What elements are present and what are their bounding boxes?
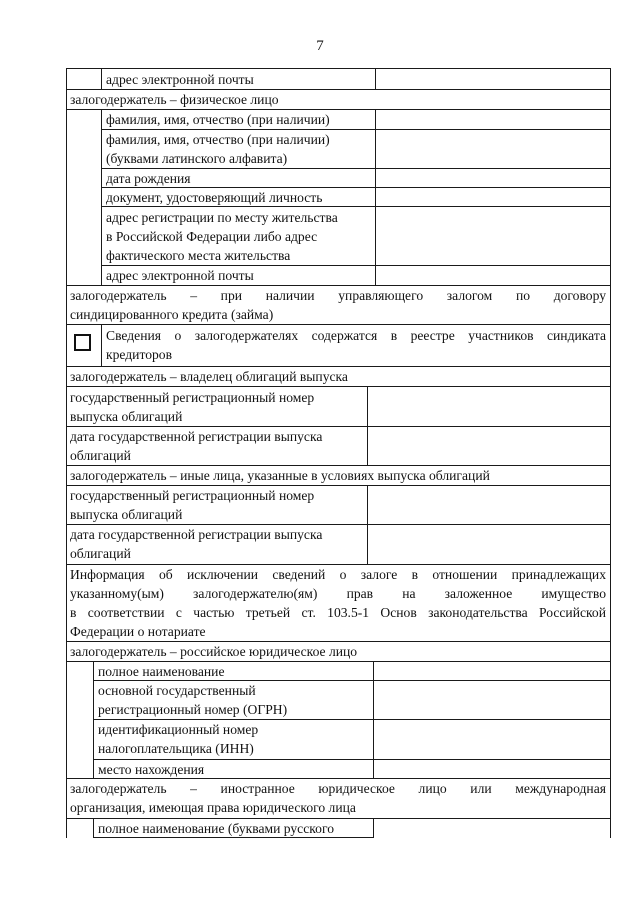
table-line: [367, 386, 368, 465]
address-label-2: в Российской Федерации либо адрес: [106, 229, 318, 244]
foreign-heading-line-1: залогодержатель – иностранное юридическое лицо или международная: [70, 781, 606, 796]
exclusion-info-line-3: в соответствии с частью третьей ст. 103.5-1 Основ законодательства Российской: [70, 605, 606, 620]
syndicate-checkbox[interactable]: [74, 334, 91, 351]
page-number: 7: [316, 38, 324, 54]
table-line: [373, 818, 374, 838]
state-reg-date-label-b-2: облигаций: [70, 546, 131, 561]
email-label: адрес электронной почты: [106, 72, 254, 87]
email-label-2: адрес электронной почты: [106, 268, 254, 283]
state-reg-number-label-b-2: выпуска облигаций: [70, 507, 183, 522]
pledgeholder-individual-heading: залогодержатель – физическое лицо: [70, 92, 279, 107]
state-reg-number-label-2: выпуска облигаций: [70, 409, 183, 424]
ogrn-label-2: регистрационный номер (ОГРН): [98, 702, 288, 717]
table-line: [610, 68, 611, 838]
table-line: [375, 109, 376, 285]
inn-label-2: налогоплательщика (ИНН): [98, 741, 254, 756]
table-line: [93, 818, 94, 838]
russian-legal-heading: залогодержатель – российское юридическое лицо: [70, 644, 358, 659]
exclusion-info-line-2: указанному(ым) залогодержателю(ям) прав на заложенное имущество: [70, 586, 606, 601]
state-reg-number-label-b: государственный регистрационный номер: [70, 488, 315, 503]
full-name-latin-label: фамилия, имя, отчество (при наличии): [106, 132, 330, 147]
syndicate-text: [106, 326, 606, 364]
foreign-heading-line-2: организация, имеющая права юридического лица: [70, 800, 356, 815]
id-document-label: документ, удостоверяющий личность: [106, 190, 323, 205]
syndicate-text-line-1: Сведения о залогодержателях содержатся в реестре участников синдиката: [106, 328, 606, 343]
full-title-label: полное наименование: [98, 664, 225, 679]
full-name-latin-label-2: (буквами латинского алфавита): [106, 151, 288, 166]
table-line: [101, 324, 102, 366]
foreign-heading: [70, 779, 606, 817]
state-reg-date-label: дата государственной регистрации выпуска: [70, 429, 323, 444]
address-label-3: фактического места жительства: [106, 248, 291, 263]
full-name-label: фамилия, имя, отчество (при наличии): [106, 112, 330, 127]
table-line: [101, 68, 102, 89]
birth-date-label: дата рождения: [106, 171, 191, 186]
table-line: [373, 661, 374, 778]
full-title-russian-label: полное наименование (буквами русского: [98, 821, 334, 836]
state-reg-date-label-b: дата государственной регистрации выпуска: [70, 527, 323, 542]
table-line: [375, 68, 376, 89]
table-line: [93, 661, 94, 778]
other-persons-heading: залогодержатель – иные лица, указанные в условиях выпуска облигаций: [70, 468, 490, 483]
syndicate-text-line-2: кредиторов: [106, 347, 173, 362]
ogrn-label: основной государственный: [98, 683, 256, 698]
manager-heading: [70, 286, 606, 324]
table-line: [66, 68, 67, 838]
state-reg-number-label: государственный регистрационный номер: [70, 390, 315, 405]
exclusion-info-line-4: Федерации о нотариате: [70, 624, 206, 639]
manager-heading-line-2: синдицированного кредита (займа): [70, 307, 274, 322]
location-label: место нахождения: [98, 762, 205, 777]
table-line: [66, 386, 611, 387]
exclusion-info-line-1: Информация об исключении сведений о залоге в отношении принадлежащих: [70, 567, 606, 582]
state-reg-date-label-2: облигаций: [70, 448, 131, 463]
exclusion-info: [70, 565, 606, 641]
table-line: [101, 109, 102, 285]
address-label-1: адрес регистрации по месту жительства: [106, 210, 338, 225]
table-line: [367, 485, 368, 564]
inn-label: идентификационный номер: [98, 722, 259, 737]
bond-owner-heading: залогодержатель – владелец облигаций выпуска: [70, 369, 348, 384]
table-line: [66, 324, 611, 325]
table-line: [66, 68, 611, 69]
manager-heading-line-1: залогодержатель – при наличии управляющего залогом по договору: [70, 288, 606, 303]
